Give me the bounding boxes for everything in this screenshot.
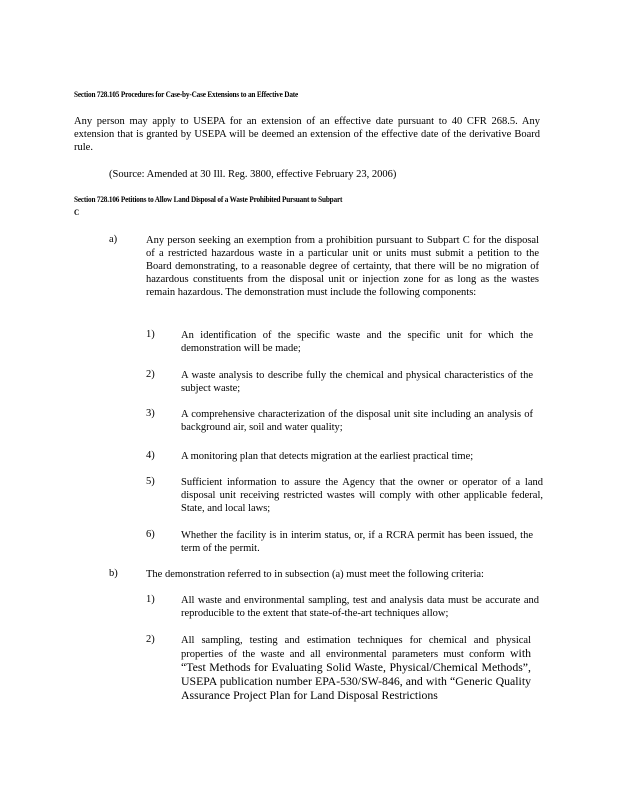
item-a1-number: 1) — [146, 329, 155, 340]
subsection-b-label: b) — [109, 568, 118, 579]
section-106-heading-continued: C — [74, 207, 80, 217]
item-a3-text: A comprehensive characterization of the disposal unit site including an analysis of background air, soil and water quality; — [181, 409, 533, 433]
subsection-a-label: a) — [109, 234, 118, 245]
item-a6-number: 6) — [146, 529, 155, 540]
item-a5-number: 5) — [146, 476, 155, 487]
item-a6-text: Whether the facility is in interim status, or, if a RCRA permit has been issued, the term of the permit. — [181, 530, 533, 554]
item-a1-text: An identification of the specific waste and the specific unit for which the demonstration will be made; — [181, 330, 533, 354]
item-a4-text: A monitoring plan that detects migration at the earliest practical time; — [181, 451, 474, 462]
subsection-a-text: Any person seeking an exemption from a prohibition pursuant to Subpart C for the disposal of a restricted hazardous waste in a particular unit or units must submit a petition to the Board demonstrating, to a reasonable degree of certainty, that there will be no migration of hazardous constituents from the disposal unit or injection zone for as long as the wastes remain hazardous. The demonstration must include the following components: — [146, 235, 539, 298]
item-b2-text — [181, 634, 531, 703]
section-105-source-note: (Source: Amended at 30 Ill. Reg. 3800, effective February 23, 2006) — [109, 169, 397, 180]
item-b2-number: 2) — [146, 634, 155, 645]
item-a4-number: 4) — [146, 450, 155, 461]
item-b2-text-part2: with “Test Methods for Evaluating Solid Waste, Physical/Chemical Methods”, USEPA publication number EPA-530/SW-846, and with “Generic Quality Assurance Project Plan for Land Disposal Restrictions — [181, 646, 531, 702]
section-105-body: Any person may apply to USEPA for an extension of an effective date pursuant to 40 CFR 268.5. Any extension that is granted by USEPA will be deemed an extension of the effective date of the derivative Board rule. — [74, 116, 540, 153]
item-a5-text: Sufficient information to assure the Agency that the owner or operator of a land disposal unit receiving restricted wastes will comply with other applicable federal, State, and local laws; — [181, 477, 543, 514]
item-b1-text: All waste and environmental sampling, test and analysis data must be accurate and reproducible to the extent that state-of-the-art techniques allow; — [181, 595, 539, 619]
section-106-heading: Section 728.106 Petitions to Allow Land Disposal of a Waste Prohibited Pursuant to Subpart — [74, 194, 343, 204]
section-105-heading: Section 728.105 Procedures for Case-by-Case Extensions to an Effective Date — [74, 89, 299, 99]
subsection-b-text: The demonstration referred to in subsection (a) must meet the following criteria: — [146, 569, 484, 580]
item-b1-number: 1) — [146, 594, 155, 605]
item-a3-number: 3) — [146, 408, 155, 419]
item-a2-number: 2) — [146, 369, 155, 380]
item-a2-text: A waste analysis to describe fully the chemical and physical characteristics of the subject waste; — [181, 370, 533, 394]
item-b2-text-part1: All sampling, testing and estimation techniques for chemical and physical properties of the waste and all environmental parameters must conform — [181, 635, 531, 660]
